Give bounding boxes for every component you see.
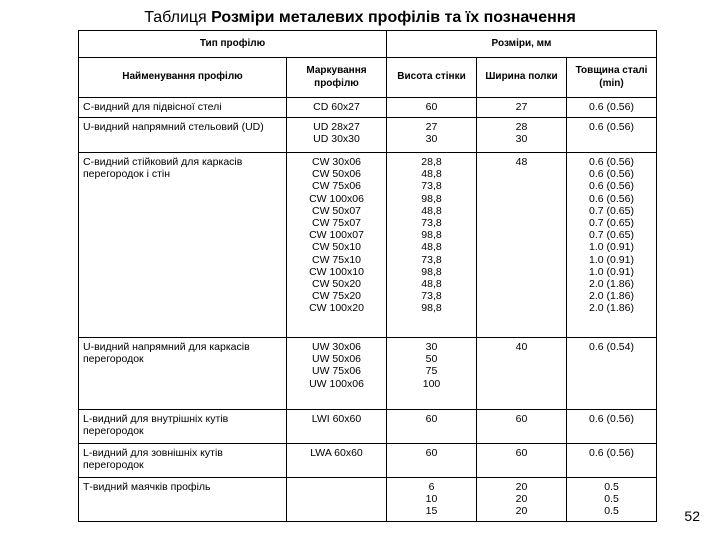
thickness-value: 0.6 (0.56) <box>589 156 634 168</box>
table-row <box>79 478 657 522</box>
height-value: 60 <box>425 101 438 113</box>
title-prefix: Таблиця <box>144 9 207 26</box>
width-value: 20 <box>515 493 528 506</box>
cell-thickness <box>567 444 657 478</box>
height-value: 98,8 <box>421 192 442 205</box>
height-value: 73,8 <box>421 180 442 193</box>
marking-value: CW 30x06 <box>311 156 362 168</box>
width-value: 48 <box>515 156 528 168</box>
cell-thickness <box>567 338 657 410</box>
height-value: 98,8 <box>421 302 442 315</box>
height-value: 28,8 <box>421 156 442 168</box>
width-value: 30 <box>515 133 528 146</box>
cell-profile-name: U-видний напрямний для каркасів перегородок <box>79 338 287 410</box>
width-value: 20 <box>515 505 528 518</box>
cell-width <box>477 338 567 410</box>
table-row <box>79 410 657 444</box>
marking-value: CW 50x20 <box>311 278 362 291</box>
width-value: 60 <box>515 413 528 425</box>
marking-value: UD 30x30 <box>313 133 360 146</box>
cell-profile-name: Т-видний маячків профіль <box>79 478 287 522</box>
marking-value: CW 50x06 <box>311 168 362 181</box>
width-value: 20 <box>515 481 528 493</box>
table-row <box>79 338 657 410</box>
marking-value: CW 50x07 <box>311 204 362 217</box>
cell-height <box>387 338 477 410</box>
table-body <box>79 98 657 522</box>
thickness-value: 0.6 (0.56) <box>589 447 634 459</box>
marking-value: CW 100x06 <box>309 192 364 205</box>
height-value: 73,8 <box>421 217 442 230</box>
page-title <box>0 8 720 28</box>
marking-value: UW 50x06 <box>311 353 362 366</box>
table-row <box>79 98 657 118</box>
cell-marking <box>287 410 387 444</box>
header-name: Найменування профілю <box>79 58 287 98</box>
header-width: Ширина полки <box>477 58 567 98</box>
cell-height <box>387 444 477 478</box>
marking-value: UW 75x06 <box>311 365 362 378</box>
cell-thickness <box>567 478 657 522</box>
cell-height <box>387 410 477 444</box>
thickness-value: 0.6 (0.56) <box>589 413 634 425</box>
cell-width <box>477 153 567 338</box>
cell-height <box>387 478 477 522</box>
cell-thickness <box>567 410 657 444</box>
thickness-value: 0.6 (0.56) <box>589 101 634 113</box>
height-value: 48,8 <box>421 168 442 181</box>
height-value: 73,8 <box>421 290 442 303</box>
thickness-value: 0.5 <box>604 505 619 518</box>
height-value: 27 <box>425 121 438 133</box>
header-dimensions: Розміри, мм <box>387 31 657 58</box>
thickness-value: 0.6 (0.56) <box>589 192 634 205</box>
cell-width <box>477 410 567 444</box>
thickness-value: 2.0 (1.86) <box>589 302 634 315</box>
cell-profile-name: С-видний для підвісної стелі <box>79 98 287 118</box>
table-row <box>79 153 657 338</box>
thickness-value: 1.0 (0.91) <box>589 241 634 254</box>
width-value: 28 <box>515 121 528 133</box>
cell-marking <box>287 98 387 118</box>
height-value: 100 <box>422 377 441 390</box>
height-value: 73,8 <box>421 253 442 266</box>
marking-value: CD 60x27 <box>313 101 360 113</box>
cell-marking <box>287 118 387 153</box>
cell-profile-name: С-видний стійковий для каркасів перегородок і стін <box>79 153 287 338</box>
marking-value: CW 75x20 <box>311 290 362 303</box>
cell-height <box>387 118 477 153</box>
thickness-value: 2.0 (1.86) <box>589 290 634 303</box>
header-marking: Маркування профілю <box>287 58 387 98</box>
cell-profile-name: L-видний для зовнішніх кутів перегородок <box>79 444 287 478</box>
cell-height <box>387 98 477 118</box>
thickness-value: 0.7 (0.65) <box>589 229 634 242</box>
cell-width <box>477 118 567 153</box>
marking-value: UD 28x27 <box>313 121 360 133</box>
marking-value: CW 100x10 <box>309 265 364 278</box>
height-value: 30 <box>425 133 438 146</box>
profiles-table <box>78 30 657 522</box>
cell-marking <box>287 444 387 478</box>
thickness-value: 0.7 (0.65) <box>589 204 634 217</box>
marking-value: CW 50x10 <box>311 241 362 254</box>
cell-marking <box>287 338 387 410</box>
height-value: 30 <box>425 341 438 353</box>
header-thickness: Товщина сталі (min) <box>567 58 657 98</box>
height-value: 75 <box>425 365 438 378</box>
height-value: 6 <box>428 481 435 493</box>
width-value: 60 <box>515 447 528 459</box>
cell-marking <box>287 478 387 522</box>
title-bold: Розміри металевих профілів та їх позначення <box>211 9 576 26</box>
thickness-value: 0.6 (0.54) <box>589 341 634 353</box>
marking-value: CW 100x20 <box>309 302 364 315</box>
thickness-value: 0.5 <box>604 481 619 493</box>
cell-thickness <box>567 153 657 338</box>
marking-value: CW 100x07 <box>309 229 364 242</box>
thickness-value: 0.6 (0.56) <box>589 121 634 133</box>
marking-value: CW 75x07 <box>311 217 362 230</box>
cell-height <box>387 153 477 338</box>
height-value: 15 <box>425 505 438 518</box>
thickness-value: 0.6 (0.56) <box>589 168 634 181</box>
height-value: 50 <box>425 353 438 366</box>
height-value: 98,8 <box>421 229 442 242</box>
marking-value: UW 30x06 <box>311 341 362 353</box>
table-row <box>79 444 657 478</box>
thickness-value: 0.7 (0.65) <box>589 217 634 230</box>
marking-value: LWI 60x60 <box>311 413 362 425</box>
cell-thickness <box>567 98 657 118</box>
height-value: 48,8 <box>421 204 442 217</box>
height-value: 98,8 <box>421 265 442 278</box>
marking-value: CW 75x06 <box>311 180 362 193</box>
header-height: Висота стінки <box>387 58 477 98</box>
cell-width <box>477 444 567 478</box>
thickness-value: 1.0 (0.91) <box>589 265 634 278</box>
thickness-value: 0.6 (0.56) <box>589 180 634 193</box>
width-value: 40 <box>515 341 528 353</box>
height-value: 10 <box>425 493 438 506</box>
cell-profile-name: L-видний для внутрішніх кутів перегородок <box>79 410 287 444</box>
height-value: 60 <box>425 447 438 459</box>
cell-marking <box>287 153 387 338</box>
cell-thickness <box>567 118 657 153</box>
marking-value: LWA 60x60 <box>310 447 363 459</box>
header-type: Тип профілю <box>79 31 387 58</box>
width-value: 27 <box>515 101 528 113</box>
marking-value: UW 100x06 <box>309 377 364 390</box>
cell-width <box>477 478 567 522</box>
page-number: 52 <box>684 508 700 524</box>
table-row <box>79 118 657 153</box>
height-value: 48,8 <box>421 241 442 254</box>
thickness-value: 0.5 <box>604 493 619 506</box>
thickness-value: 2.0 (1.86) <box>589 278 634 291</box>
marking-value: CW 75x10 <box>311 253 362 266</box>
thickness-value: 1.0 (0.91) <box>589 253 634 266</box>
cell-width <box>477 98 567 118</box>
cell-profile-name: U-видний напрямний стельовий (UD) <box>79 118 287 153</box>
height-value: 60 <box>425 413 438 425</box>
height-value: 48,8 <box>421 278 442 291</box>
